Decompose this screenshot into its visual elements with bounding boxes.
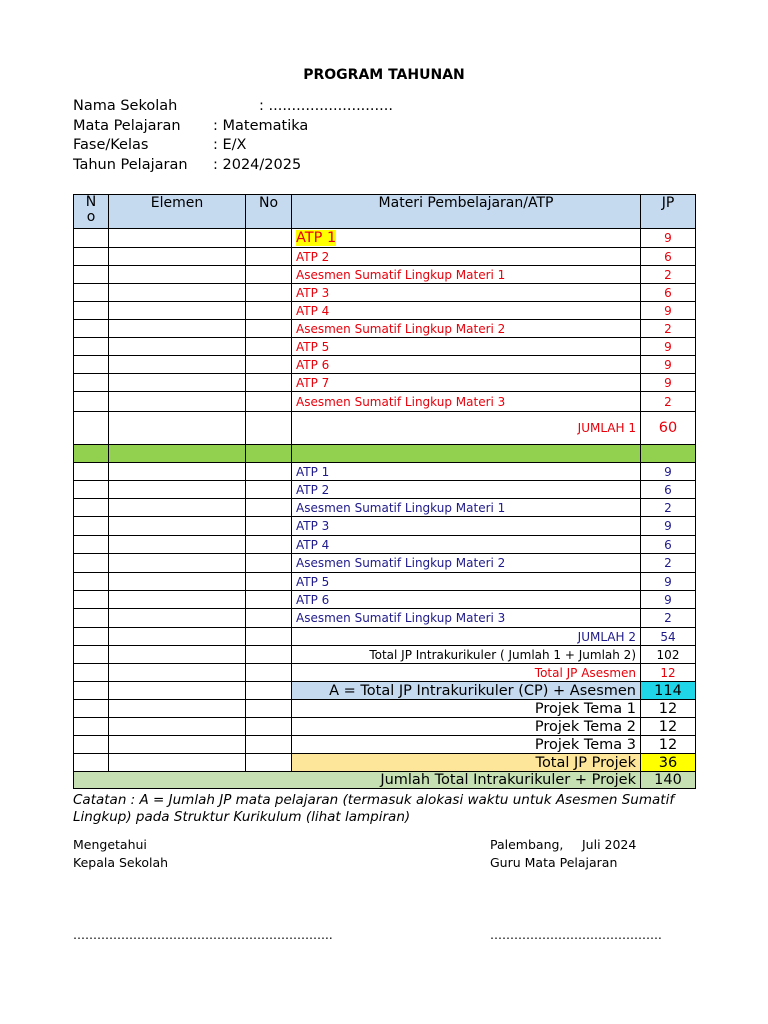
jumlah1-row [74, 412, 696, 445]
table-row [74, 554, 696, 573]
total-a-row [74, 682, 696, 700]
jp-cell: 9 [641, 356, 696, 374]
jp-cell: 6 [641, 481, 696, 499]
page-title: PROGRAM TAHUNAN [303, 67, 465, 83]
header-no2: No [246, 195, 292, 229]
table-row [74, 392, 696, 412]
materi-cell: ATP 3 [292, 517, 641, 536]
jp-cell: 9 [641, 229, 696, 248]
jp-cell: 9 [641, 338, 696, 356]
jp-cell: 9 [641, 463, 696, 481]
table-row [74, 266, 696, 284]
materi-cell: ATP 6 [292, 591, 641, 609]
jp-cell: 2 [641, 266, 696, 284]
total-intra-jp: 102 [641, 646, 696, 664]
materi-cell: ATP 1 [292, 463, 641, 481]
grand-total-label: Jumlah Total Intrakurikuler + Projek [74, 772, 641, 789]
materi-cell: ATP 6 [292, 356, 641, 374]
jp-cell: 2 [641, 609, 696, 628]
table-row [74, 536, 696, 554]
table-row [74, 248, 696, 266]
total-a-label: A = Total JP Intrakurikuler (CP) + Asesmen [292, 682, 641, 700]
total-projek-jp: 36 [641, 754, 696, 772]
total-projek-label: Total JP Projek [292, 754, 641, 772]
jumlah1-label: JUMLAH 1 [292, 412, 641, 445]
projek-label: Projek Tema 3 [292, 736, 641, 754]
table-row [74, 517, 696, 536]
header-materi: Materi Pembelajaran/ATP [292, 195, 641, 229]
materi-cell: ATP 4 [292, 536, 641, 554]
materi-cell: Asesmen Sumatif Lingkup Materi 2 [292, 320, 641, 338]
materi-cell: Asesmen Sumatif Lingkup Materi 3 [292, 392, 641, 412]
materi-cell: ATP 5 [292, 338, 641, 356]
sign-right-place: Palembang, [490, 837, 564, 852]
jumlah2-label: JUMLAH 2 [292, 628, 641, 646]
info-value-school: : ........................... [259, 98, 393, 114]
materi-cell: Asesmen Sumatif Lingkup Materi 3 [292, 609, 641, 628]
table-row [74, 573, 696, 591]
materi-cell: ATP 5 [292, 573, 641, 591]
jp-cell: 2 [641, 499, 696, 517]
jumlah2-row [74, 628, 696, 646]
projek-label: Projek Tema 1 [292, 700, 641, 718]
table-row [74, 356, 696, 374]
total-asesmen-jp: 12 [641, 664, 696, 682]
jp-cell: 9 [641, 591, 696, 609]
table-row [74, 591, 696, 609]
total-intra-label: Total JP Intrakurikuler ( Jumlah 1 + Jumlah 2) [292, 646, 641, 664]
info-label-year: Tahun Pelajaran [73, 156, 188, 173]
materi-cell: ATP 7 [292, 374, 641, 392]
table-row [74, 463, 696, 481]
info-label-subject: Mata Pelajaran [73, 117, 181, 134]
table-row [74, 302, 696, 320]
info-label-school: Nama Sekolah [73, 98, 178, 114]
section-divider-row [74, 445, 696, 463]
header-jp: JP [641, 195, 696, 229]
projek-jp: 12 [641, 700, 696, 718]
info-label-phase: Fase/Kelas [73, 137, 149, 153]
jumlah2-jp: 54 [641, 628, 696, 646]
projek-label: Projek Tema 2 [292, 718, 641, 736]
table-row [74, 320, 696, 338]
materi-cell: ATP 2 [292, 248, 641, 266]
total-asesmen-row [74, 664, 696, 682]
sign-right-date: Juli 2024 [582, 837, 637, 852]
jp-cell: 9 [641, 573, 696, 591]
table-row [74, 338, 696, 356]
projek-jp: 12 [641, 718, 696, 736]
sign-left-line2: Kepala Sekolah [73, 855, 169, 870]
jp-cell: 2 [641, 320, 696, 338]
jp-cell: 6 [641, 536, 696, 554]
info-value-year: : 2024/2025 [213, 156, 302, 173]
jp-cell: 2 [641, 554, 696, 573]
info-block [73, 97, 473, 177]
total-projek-row [74, 754, 696, 772]
table-row [74, 609, 696, 628]
table-header-row [74, 195, 696, 229]
table-row [74, 499, 696, 517]
projek-row [74, 736, 696, 754]
total-a-jp: 114 [641, 682, 696, 700]
grand-total-row [74, 772, 696, 789]
jp-cell: 9 [641, 374, 696, 392]
jp-cell: 2 [641, 392, 696, 412]
jp-cell: 6 [641, 248, 696, 266]
total-intra-row [74, 646, 696, 664]
projek-row [74, 700, 696, 718]
materi-cell: Asesmen Sumatif Lingkup Materi 1 [292, 266, 641, 284]
table-row [74, 229, 696, 248]
grand-total-jp: 140 [641, 772, 696, 789]
sign-left-line1: Mengetahui [73, 837, 147, 852]
sign-right-line2: Guru Mata Pelajaran [490, 855, 618, 870]
table-row [74, 284, 696, 302]
header-no: N o [74, 195, 109, 229]
materi-cell: Asesmen Sumatif Lingkup Materi 2 [292, 554, 641, 573]
note-text: Catatan : A = Jumlah JP mata pelajaran (termasuk alokasi waktu untuk Asesmen Sumatif Lingkup) pada Struktur Kurikulum (lihat lampiran) [73, 792, 675, 825]
jp-cell: 6 [641, 284, 696, 302]
sign-right-dots: ……………………………………. [490, 928, 662, 942]
jp-cell: 9 [641, 302, 696, 320]
sign-left-dots: ……………………………………………………….. [73, 928, 333, 942]
materi-cell: Asesmen Sumatif Lingkup Materi 1 [292, 499, 641, 517]
header-elemen: Elemen [109, 195, 246, 229]
jumlah1-jp: 60 [641, 412, 696, 445]
materi-cell: ATP 2 [292, 481, 641, 499]
jp-cell: 9 [641, 517, 696, 536]
program-table [73, 194, 696, 789]
table-row [74, 481, 696, 499]
projek-jp: 12 [641, 736, 696, 754]
info-value-subject: : Matematika [213, 117, 309, 134]
total-asesmen-label: Total JP Asesmen [292, 664, 641, 682]
materi-cell: ATP 3 [292, 284, 641, 302]
materi-cell: ATP 4 [292, 302, 641, 320]
table-row [74, 374, 696, 392]
info-value-phase: : E/X [213, 137, 247, 153]
projek-row [74, 718, 696, 736]
materi-cell: ATP 1 [296, 230, 337, 246]
